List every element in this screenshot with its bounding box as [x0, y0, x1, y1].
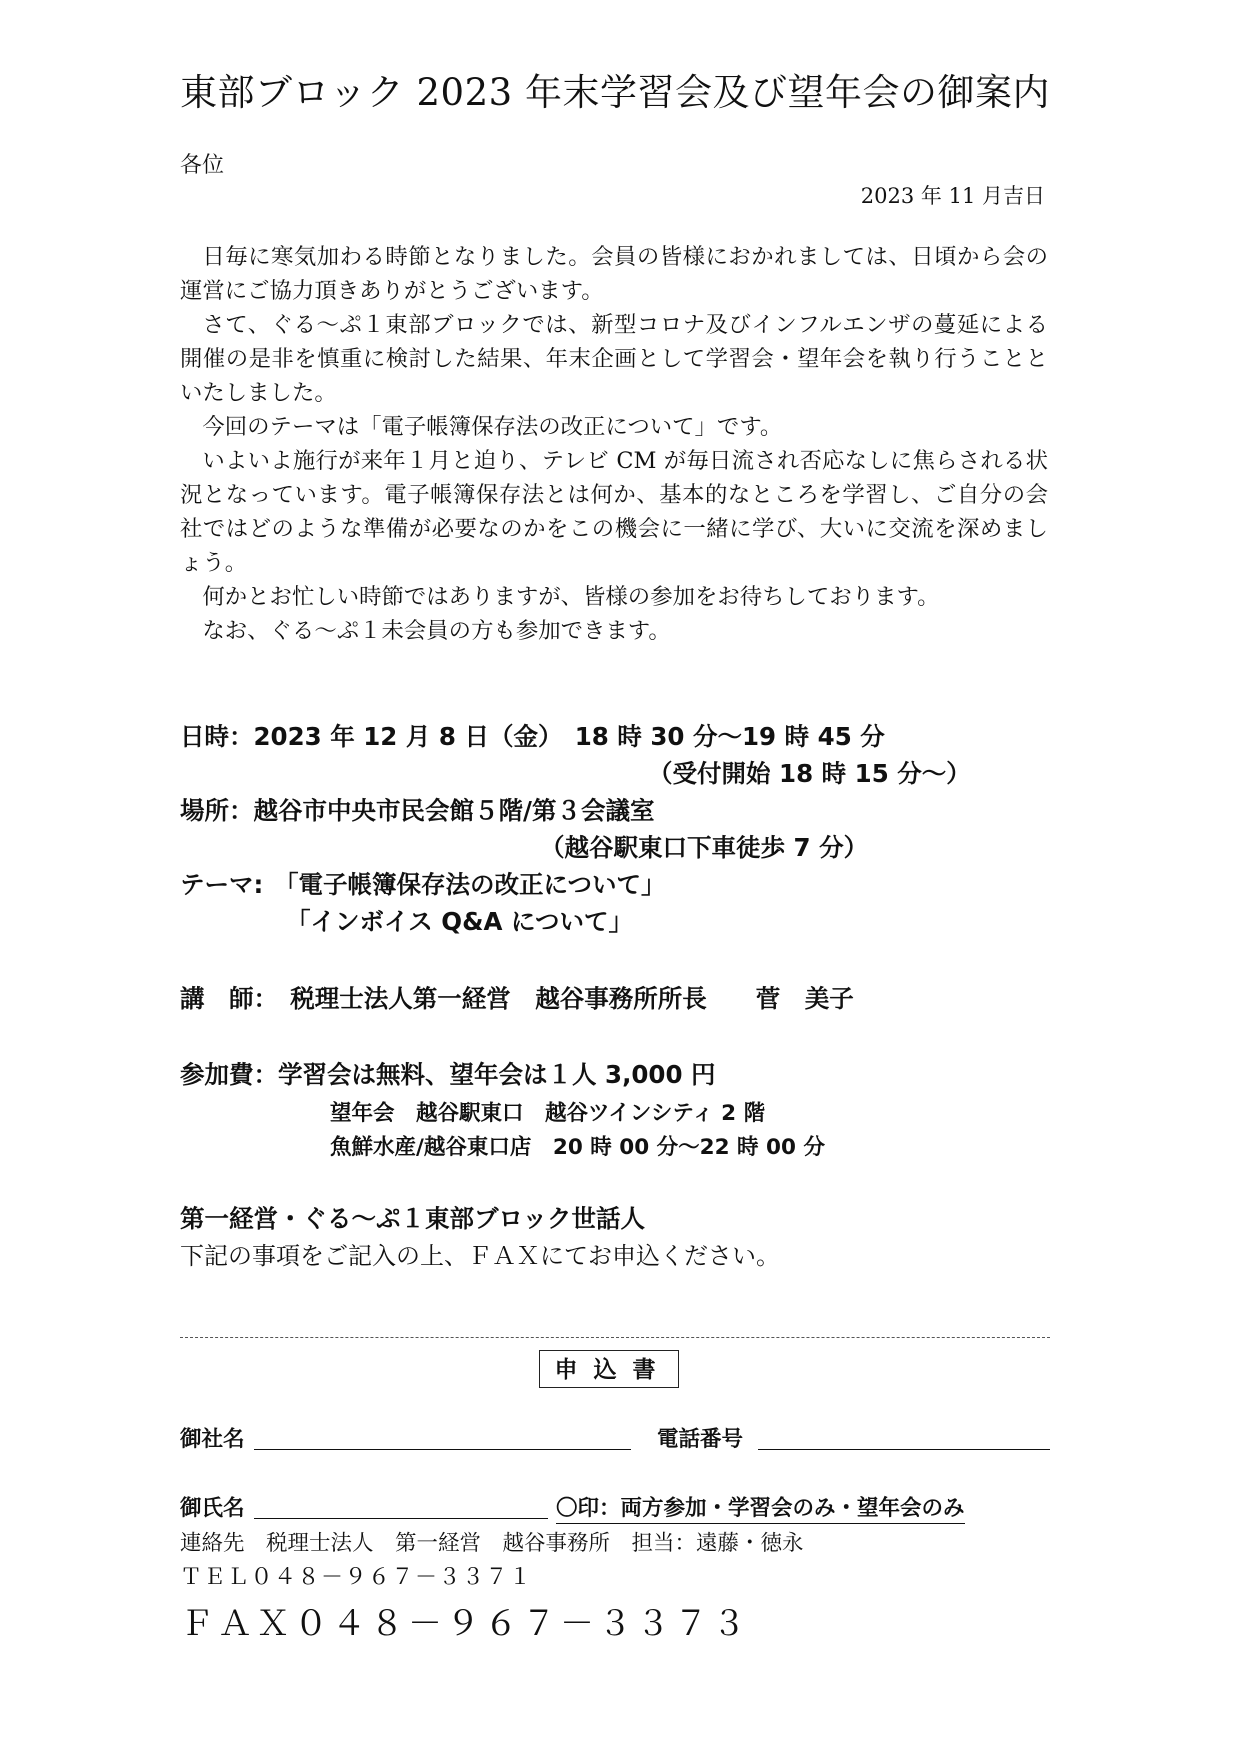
theme-first: 「電子帳簿保存法の改正について」	[274, 870, 666, 899]
fax-number: ＦＡＸ０４８－９６７－３３７３	[180, 1604, 750, 1644]
tel-number: ＴＥＬ０４８－９６７－３３７１	[180, 1565, 533, 1590]
issue-date: 2023 年 11 月吉日	[860, 184, 1045, 208]
greeting-body	[180, 240, 1048, 648]
application-form-title: 申込書	[539, 1350, 679, 1388]
company-field[interactable]	[254, 1449, 631, 1450]
fee-line: 参加費：学習会は無料、望年会は１人 3,000 円	[180, 1060, 716, 1089]
paragraph-theme: 今回のテーマは「電子帳簿保存法の改正について」です。	[202, 414, 783, 440]
paragraph-nonmembers: なお、ぐる～ぷ１未会員の方も参加できます。	[202, 618, 671, 644]
party-restaurant: 魚鮮水産/越谷東口店 20 時 00 分～22 時 00 分	[330, 1135, 825, 1160]
contact-line: 連絡先 税理士法人 第一経営 越谷事務所 担当：遠藤・徳永	[180, 1531, 804, 1556]
attendance-options[interactable]: 〇印：両方参加・学習会のみ・望年会のみ	[556, 1491, 965, 1524]
paragraph-invitation: 何かとお忙しい時節ではありますが、皆様の参加をお待ちしております。	[202, 584, 940, 610]
fax-instruction: 下記の事項をご記入の上、ＦＡＸにてお申込ください。	[180, 1242, 780, 1270]
paragraph-background: いよいよ施行が来年１月と迫り、テレビ CM が毎日流され否応なしに焦らされる状況となっています。電子帳簿保存法とは何か、基本的なところを学習し、ご自分の会社ではどのような準備が必要なのかをこの機会に一緒に学び、大いに交流を深めましょう。	[180, 448, 1048, 576]
cut-line-divider	[180, 1337, 1050, 1338]
document-title: 東部ブロック 2023 年末学習会及び望年会の御案内	[180, 71, 1050, 114]
organizer-line: 第一経営・ぐる～ぷ１東部ブロック世話人	[180, 1204, 646, 1233]
theme-label: テーマ:	[180, 870, 264, 899]
theme-second: 「インボイス Q&A について」	[286, 907, 633, 936]
name-field[interactable]	[254, 1518, 548, 1519]
company-label: 御社名	[180, 1427, 245, 1452]
phone-label: 電話番号	[657, 1427, 744, 1452]
paragraph-greeting: 日毎に寒気加わる時節となりました。会員の皆様におかれましては、日頃から会の運営にご協力頂きありがとうございます。	[180, 244, 1048, 304]
recipient-line: 各位	[180, 153, 225, 178]
event-place: 場所：越谷市中央市民会館５階/第３会議室	[180, 796, 655, 825]
lecturer-line: 講 師： 税理士法人第一経営 越谷事務所所長 菅 美子	[180, 984, 854, 1013]
name-label: 御氏名	[180, 1496, 245, 1521]
phone-field[interactable]	[758, 1449, 1050, 1450]
paragraph-announcement: さて、ぐる～ぷ１東部ブロックでは、新型コロナ及びインフルエンザの蔓延による開催の是非を慎重に検討した結果、年末企画として学習会・望年会を執り行うことといたしました。	[180, 312, 1048, 406]
event-datetime: 日時：2023 年 12 月 8 日（金） 18 時 30 分～19 時 45 分	[180, 722, 885, 751]
reception-time: （受付開始 18 時 15 分～）	[648, 759, 971, 788]
place-access: （越谷駅東口下車徒歩 7 分）	[540, 833, 869, 862]
party-venue: 望年会 越谷駅東口 越谷ツインシティ 2 階	[330, 1101, 766, 1126]
